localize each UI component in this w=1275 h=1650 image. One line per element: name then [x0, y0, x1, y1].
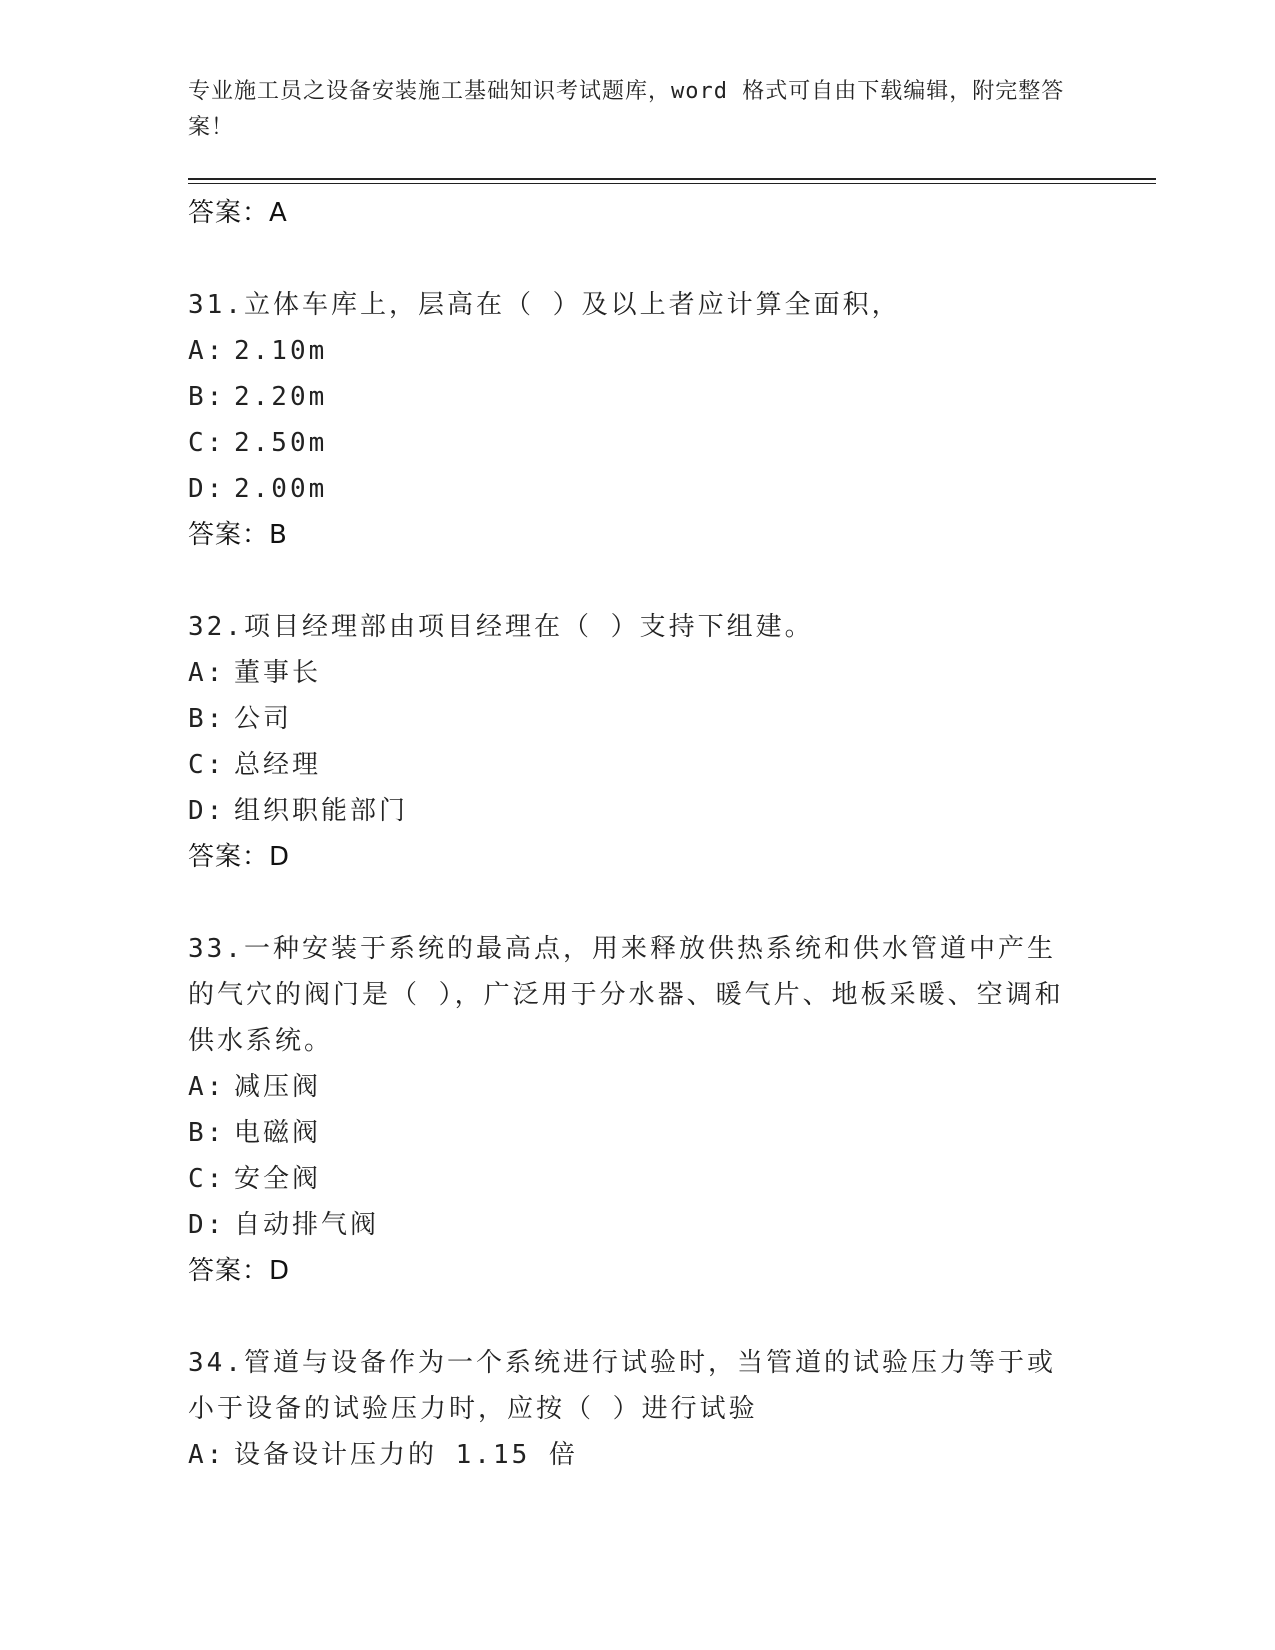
option-text: 总经理 [234, 750, 322, 780]
spacer [188, 236, 1088, 282]
option-text: 2.00m [234, 474, 328, 504]
option-c [188, 1156, 1088, 1202]
question-block [188, 282, 1088, 558]
option-b [188, 374, 1088, 420]
option-text: 2.50m [234, 428, 328, 458]
spacer [188, 880, 1088, 926]
option-a [188, 650, 1088, 696]
option-key: B: [188, 1118, 226, 1148]
answer-value: A [269, 198, 288, 228]
answer-label: 答案： [188, 198, 270, 228]
question-stem: 34.管道与设备作为一个系统进行试验时，当管道的试验压力等于或小于设备的试验压力时，应按（ ）进行试验 [188, 1348, 1056, 1424]
option-d [188, 466, 1088, 512]
answer-value: D [269, 842, 291, 872]
answer-label: 答案： [188, 1256, 270, 1286]
option-b [188, 696, 1088, 742]
question-answer [188, 834, 1088, 880]
question-stem: 31.立体车库上，层高在（ ）及以上者应计算全面积， [188, 290, 901, 320]
answer-label: 答案： [188, 520, 270, 550]
option-key: A: [188, 658, 226, 688]
question-block [188, 926, 1088, 1294]
question-block [188, 1340, 1088, 1478]
option-text: 自动排气阀 [234, 1210, 380, 1240]
option-text: 组织职能部门 [234, 796, 409, 826]
option-d [188, 1202, 1088, 1248]
option-text: 安全阀 [234, 1164, 322, 1194]
answer-label: 答案： [188, 842, 270, 872]
answer-value: D [269, 1256, 291, 1286]
question-answer [188, 1248, 1088, 1294]
spacer [188, 558, 1088, 604]
option-key: D: [188, 474, 226, 504]
option-key: C: [188, 750, 226, 780]
option-text: 2.10m [234, 336, 328, 366]
question-block [188, 604, 1088, 880]
option-key: C: [188, 428, 226, 458]
question-stem: 32.项目经理部由项目经理在（ ）支持下组建。 [188, 612, 814, 642]
option-key: A: [188, 1072, 226, 1102]
option-d [188, 788, 1088, 834]
header-divider-thin [188, 183, 1156, 184]
option-b [188, 1110, 1088, 1156]
option-c [188, 742, 1088, 788]
option-text: 设备设计压力的 1.15 倍 [234, 1440, 578, 1470]
option-key: B: [188, 704, 226, 734]
option-key: A: [188, 336, 226, 366]
option-a [188, 1432, 1088, 1478]
spacer [188, 1294, 1088, 1340]
option-a [188, 1064, 1088, 1110]
option-text: 公司 [234, 704, 293, 734]
option-a [188, 328, 1088, 374]
answer-value: B [269, 520, 288, 550]
header-divider-thick [188, 178, 1156, 180]
option-text: 电磁阀 [234, 1118, 322, 1148]
option-key: D: [188, 1210, 226, 1240]
option-c [188, 420, 1088, 466]
question-answer [188, 512, 1088, 558]
question-stem: 33.一种安装于系统的最高点，用来释放供热系统和供水管道中产生的气穴的阀门是（ ），广泛用于分水器、暖气片、地板采暖、空调和供水系统。 [188, 934, 1064, 1056]
option-text: 2.20m [234, 382, 328, 412]
previous-answer [188, 190, 1088, 236]
option-key: B: [188, 382, 226, 412]
question-list [188, 190, 1088, 1478]
option-key: D: [188, 796, 226, 826]
document-header: 专业施工员之设备安装施工基础知识考试题库，word 格式可自由下载编辑，附完整答案！ [188, 79, 1065, 140]
option-text: 减压阀 [234, 1072, 322, 1102]
option-key: C: [188, 1164, 226, 1194]
option-text: 董事长 [234, 658, 322, 688]
option-key: A: [188, 1440, 226, 1470]
